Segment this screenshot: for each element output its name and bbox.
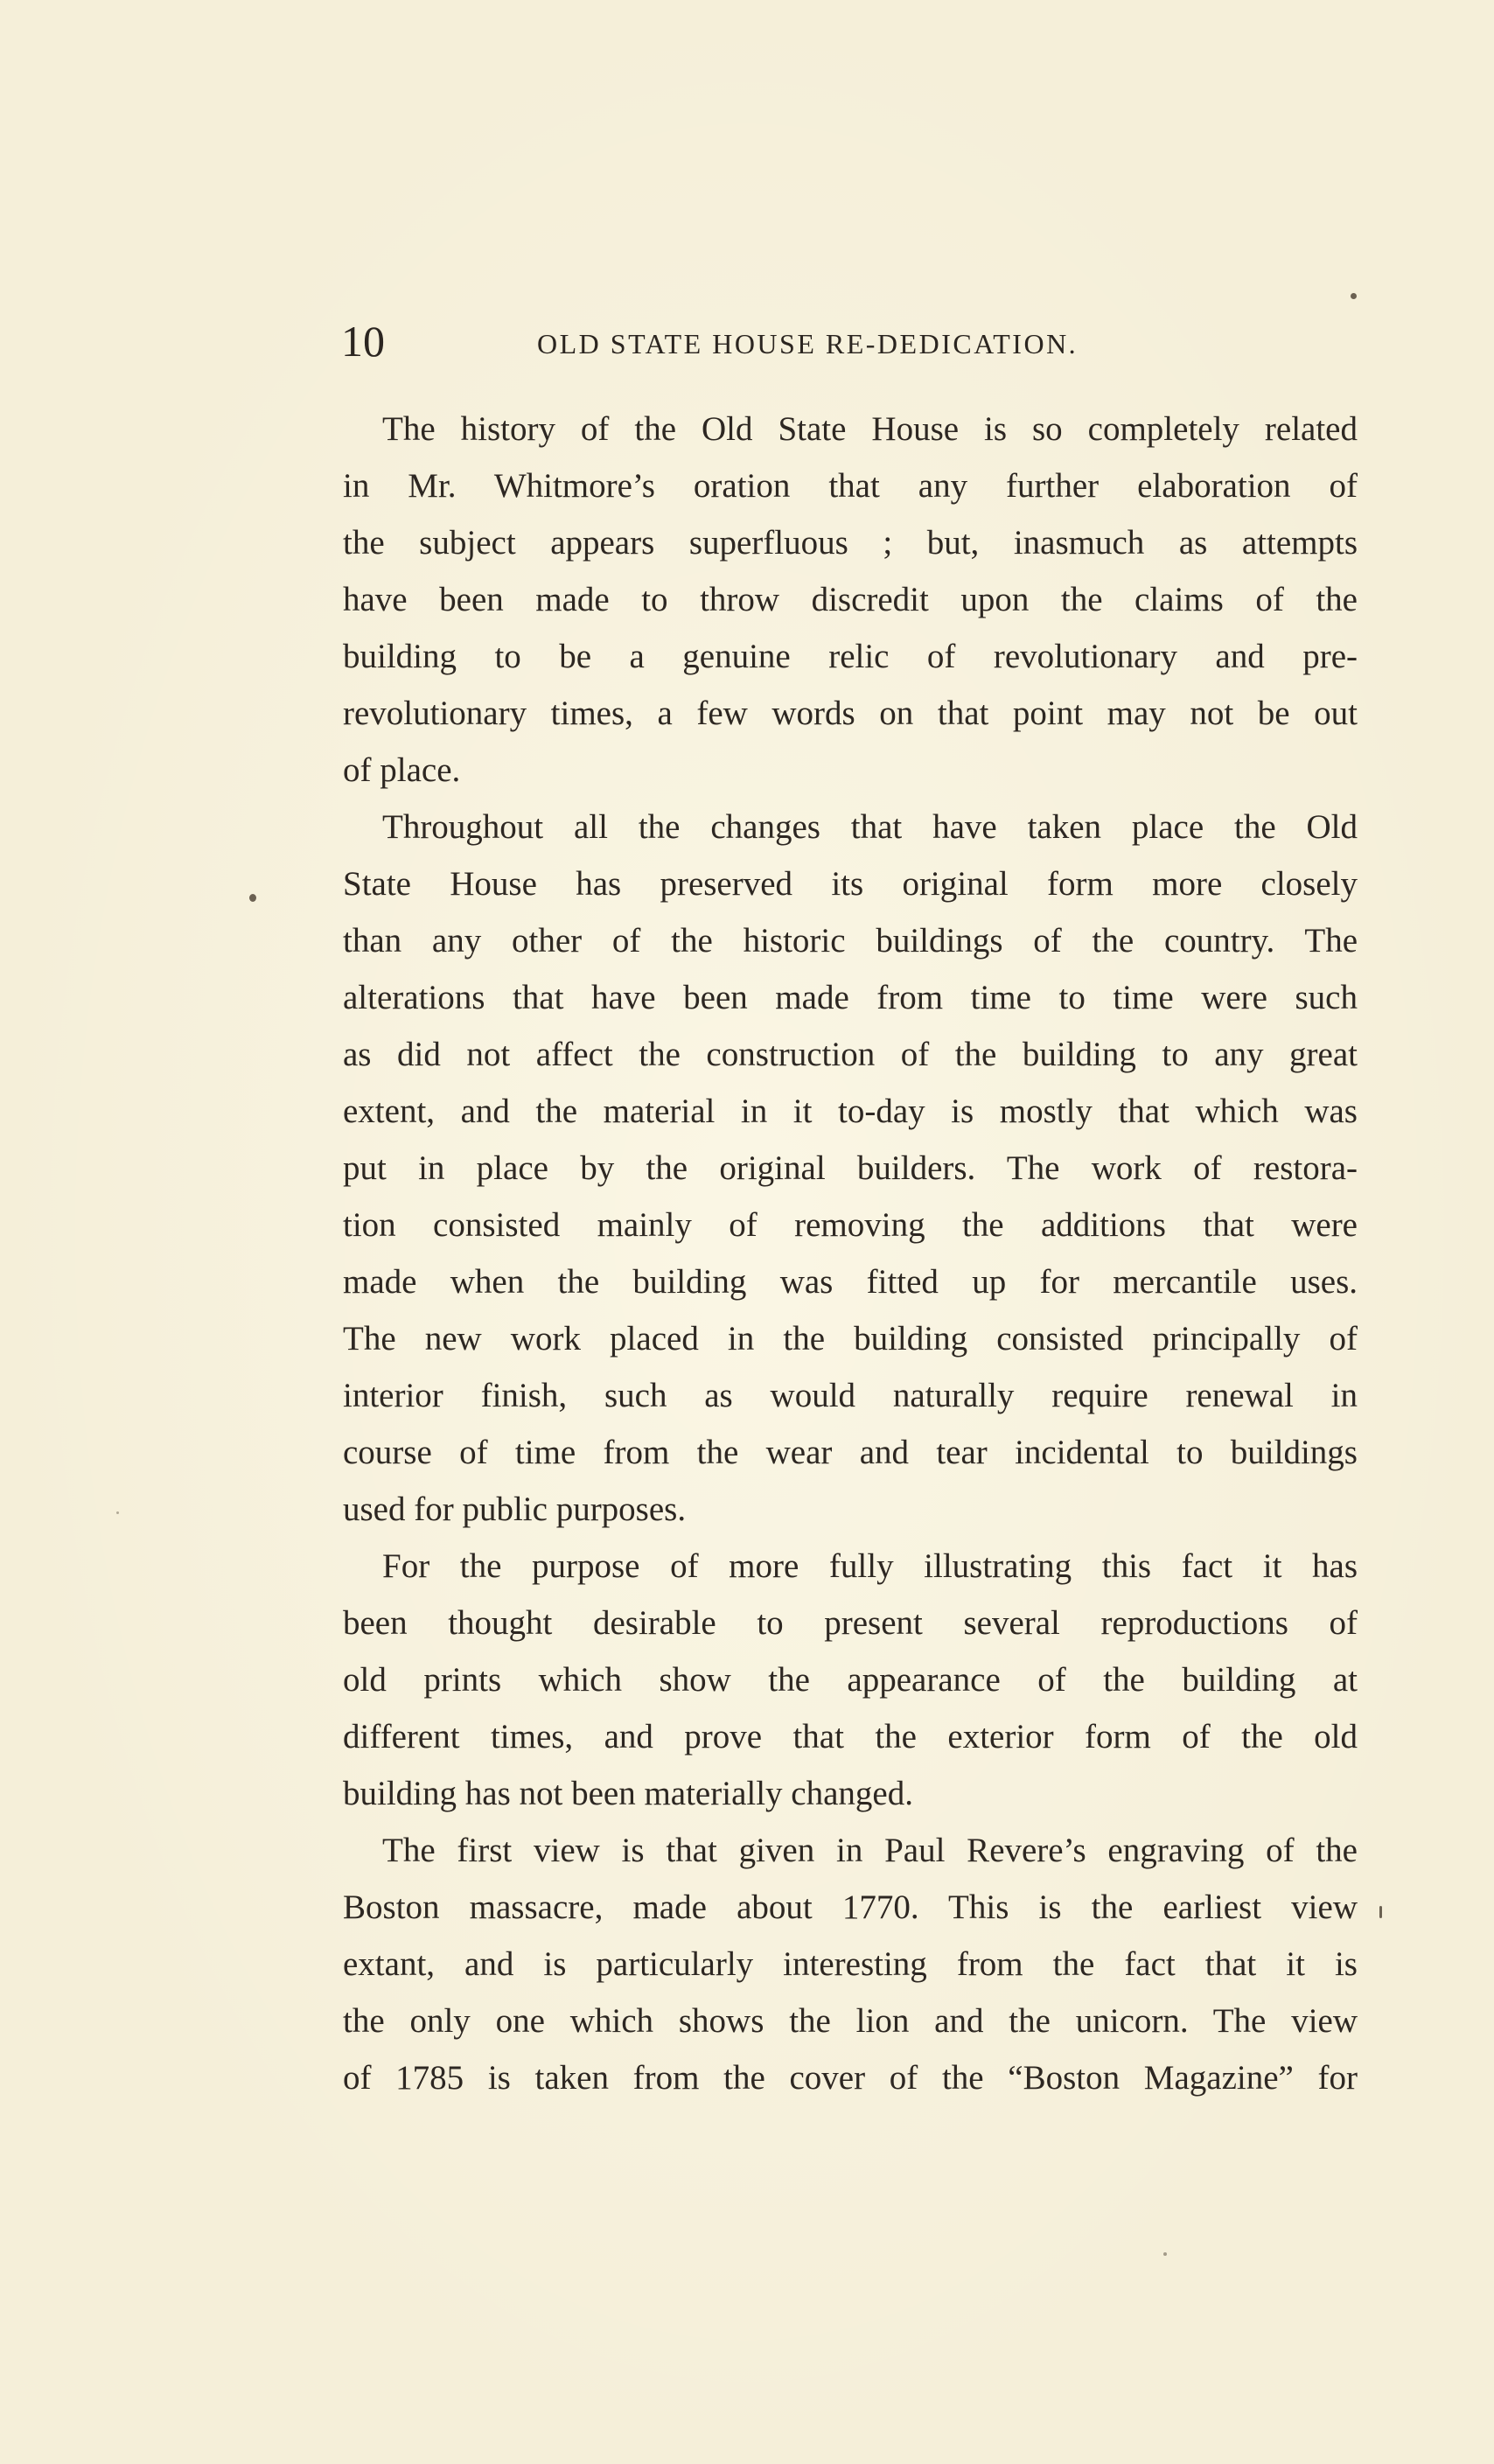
text-line: as did not affect the construction of the building to any great xyxy=(343,1036,1358,1073)
text-line: Boston massacre, made about 1770. This is the earliest view xyxy=(343,1888,1358,1926)
text-line: The new work placed in the building consisted principally of xyxy=(343,1320,1358,1358)
text-line: the subject appears superfluous ; but, inasmuch as attempts xyxy=(343,524,1358,562)
paper-speck xyxy=(116,1511,119,1514)
page-header xyxy=(341,311,1365,372)
text-line: alterations that have been made from time to time were such xyxy=(343,979,1358,1016)
paper-speck xyxy=(1163,2252,1167,2256)
text-line: building to be a genuine relic of revolutionary and pre- xyxy=(343,638,1358,675)
text-line: been thought desirable to present several reproductions of xyxy=(343,1604,1358,1642)
paper-speck xyxy=(249,894,256,902)
text-line: than any other of the historic buildings of the country. The xyxy=(343,922,1358,960)
text-line: Throughout all the changes that have taken place the Old xyxy=(382,808,1358,846)
text-line: extant, and is particularly interesting from the fact that it is xyxy=(343,1945,1358,1983)
text-line: have been made to throw discredit upon the claims of the xyxy=(343,581,1358,618)
text-line: different times, and prove that the exterior form of the old xyxy=(343,1718,1358,1756)
text-line: old prints which show the appearance of the building at xyxy=(343,1661,1358,1699)
text-line: in Mr. Whitmore’s oration that any further elaboration of xyxy=(343,467,1358,505)
text-line: of place. xyxy=(343,751,461,789)
text-line: tion consisted mainly of removing the additions that were xyxy=(343,1206,1358,1244)
text-line: the only one which shows the lion and the unicorn. The view xyxy=(343,2002,1358,2040)
text-line: of 1785 is taken from the cover of the “Boston Magazine” for xyxy=(343,2059,1358,2097)
text-line: used for public purposes. xyxy=(343,1490,687,1528)
body-text xyxy=(343,401,1358,2106)
text-line: The history of the Old State House is so completely related xyxy=(382,410,1358,448)
text-line: extent, and the material in it to-day is mostly that which was xyxy=(343,1092,1358,1130)
paper-speck xyxy=(1351,293,1357,299)
text-line: State House has preserved its original form more closely xyxy=(343,865,1358,903)
running-title: OLD STATE HOUSE RE-DEDICATION. xyxy=(537,328,1079,359)
text-line: revolutionary times, a few words on that point may not be out xyxy=(343,695,1358,732)
text-line: put in place by the original builders. The work of restora- xyxy=(343,1149,1358,1187)
text-line: course of time from the wear and tear incidental to buildings xyxy=(343,1434,1358,1471)
paper-speck xyxy=(1379,1906,1382,1918)
page-number: 10 xyxy=(341,317,385,366)
text-line: The first view is that given in Paul Revere’s engraving of the xyxy=(382,1832,1358,1869)
text-line: building has not been materially changed. xyxy=(343,1775,913,1812)
text-line: interior finish, such as would naturally require renewal in xyxy=(343,1377,1358,1414)
text-line: made when the building was fitted up for mercantile uses. xyxy=(343,1263,1358,1301)
text-line: For the purpose of more fully illustrating this fact it has xyxy=(382,1547,1358,1585)
